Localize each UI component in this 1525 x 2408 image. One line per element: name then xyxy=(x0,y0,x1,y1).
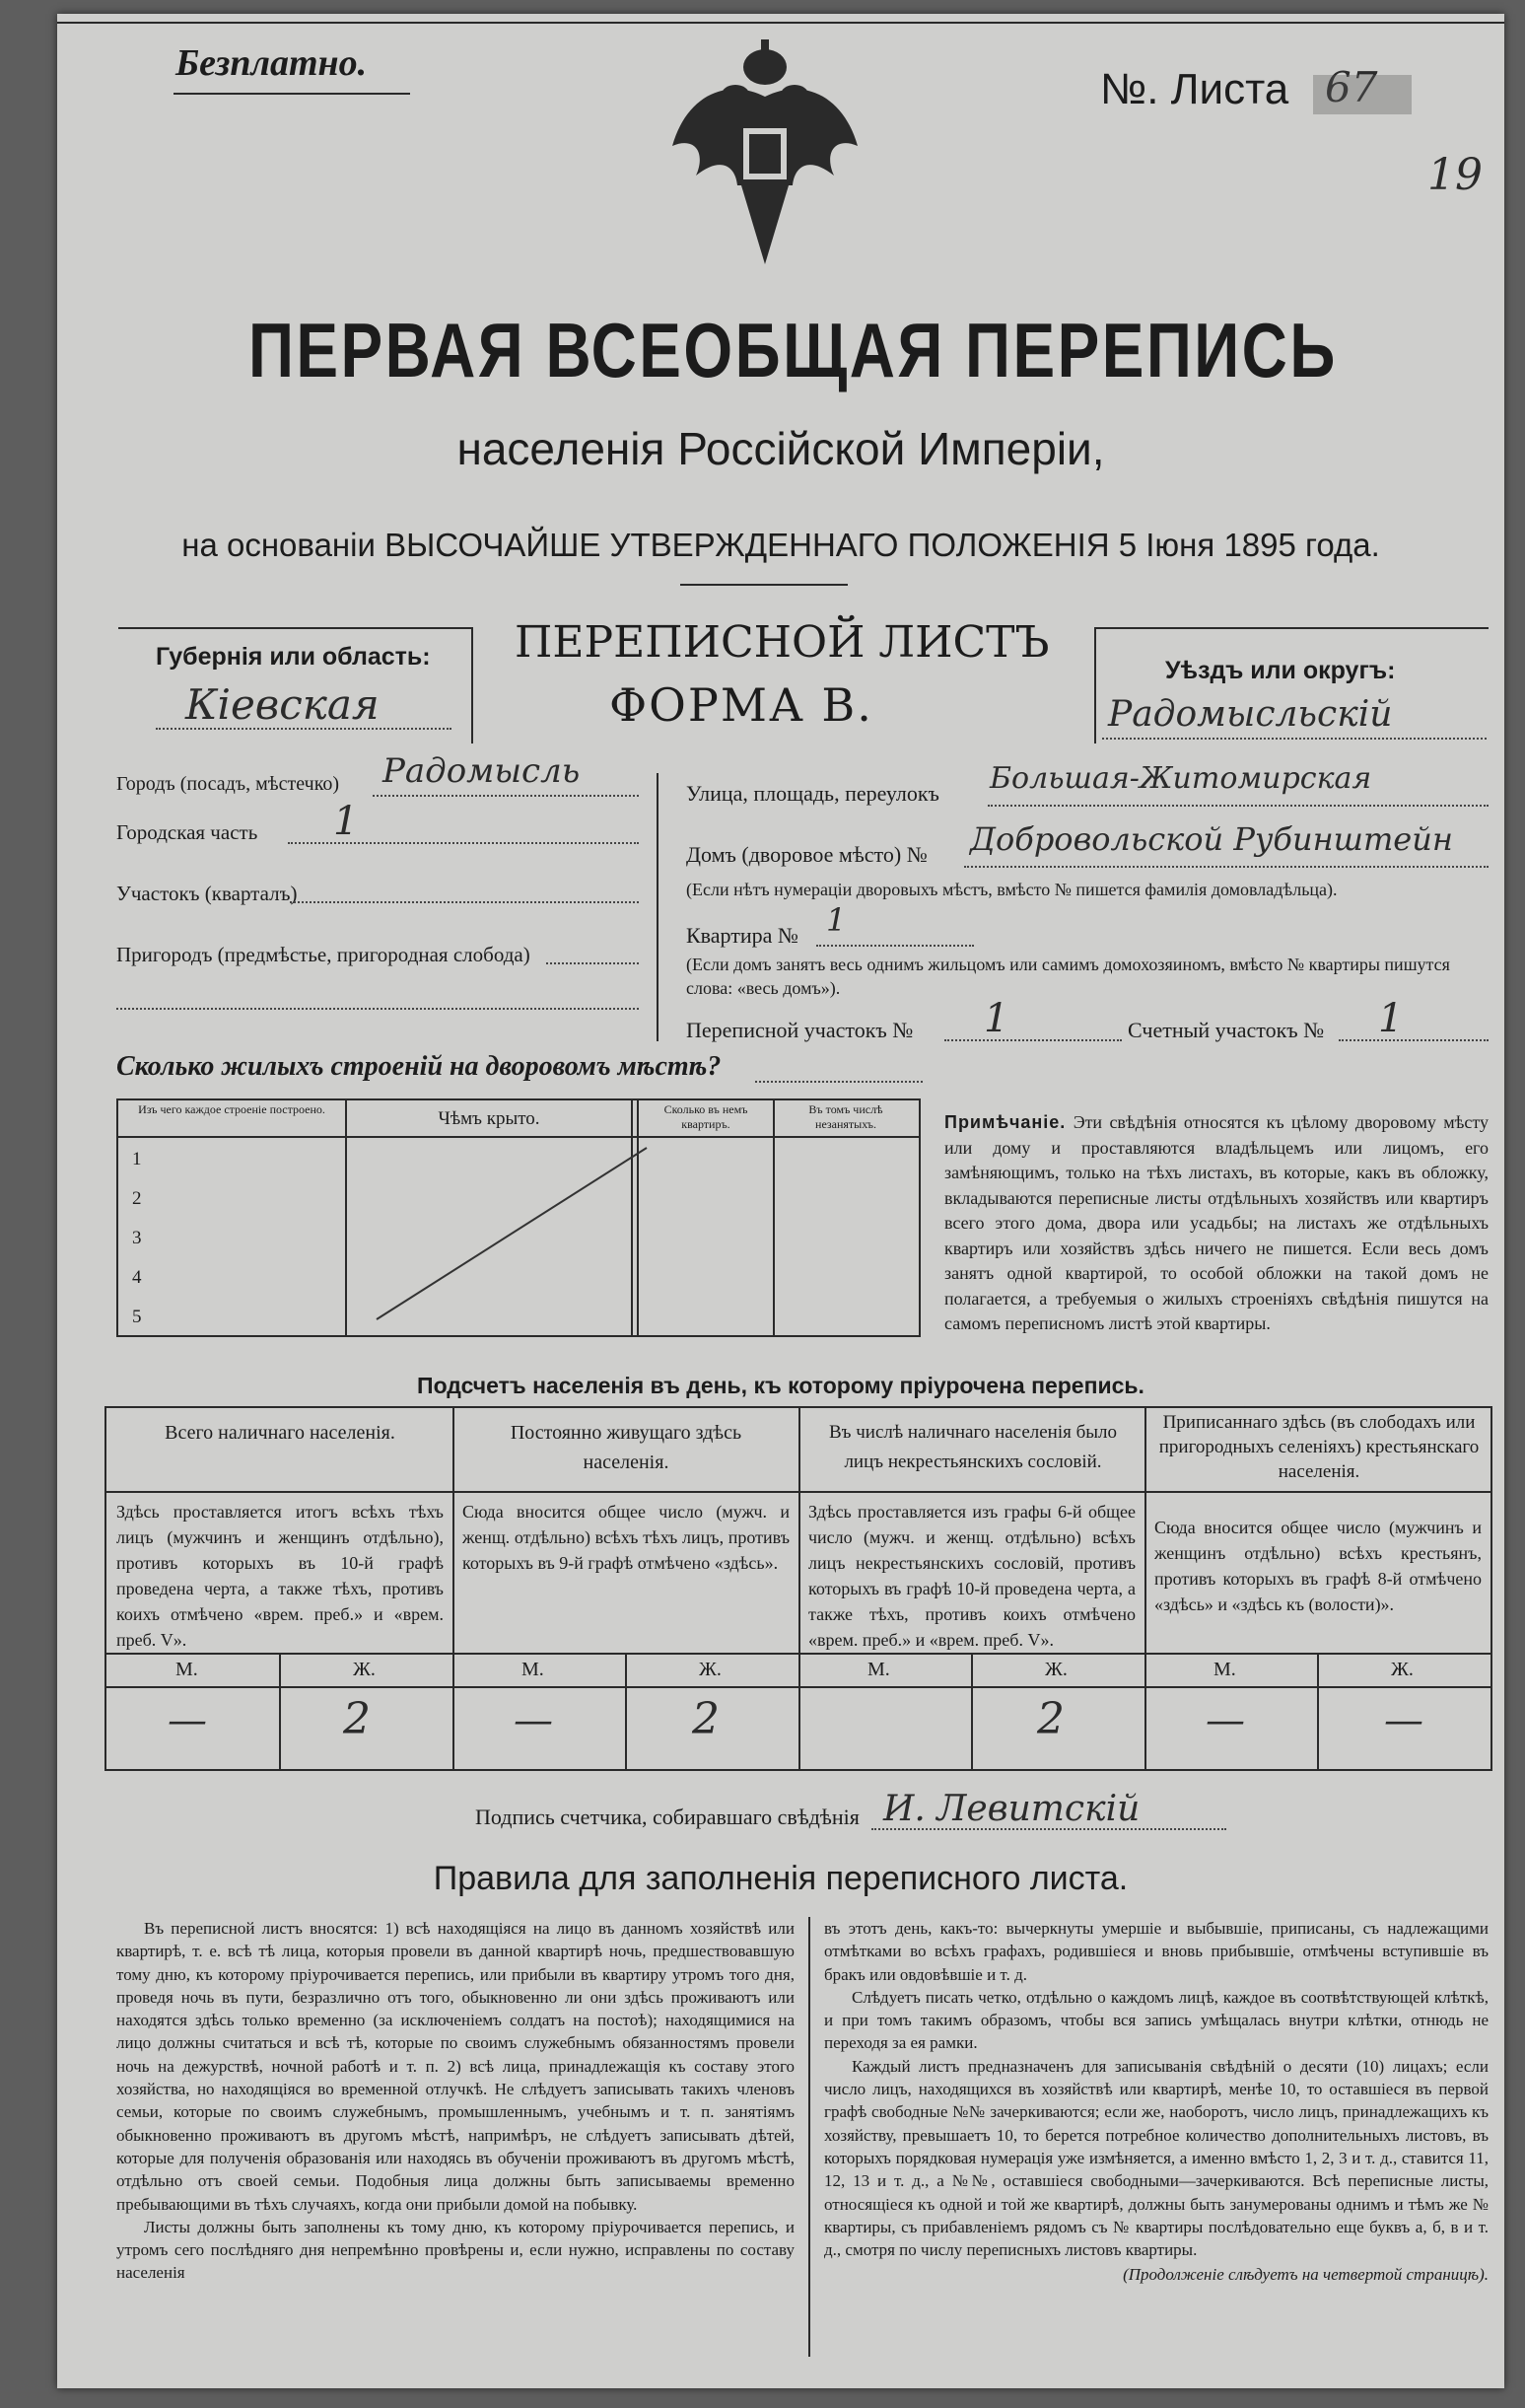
population-col1-male-label: М. xyxy=(175,1659,198,1680)
province-label: Губернія или область: xyxy=(156,643,431,671)
buildings-question: Сколько жилыхъ строеній на дворовомъ мѣстѣ? xyxy=(116,1051,722,1082)
count-area-label: Счетный участокъ № xyxy=(1128,1018,1325,1042)
population-col-line-2 xyxy=(798,1408,800,1769)
census-form-sheet xyxy=(57,14,1504,2388)
province-value: Кіевская xyxy=(185,680,380,729)
rules-right-paragraph-1: въ этотъ день, какъ-то: вычеркнуты умершіе и выбывшіе, приписаны, съ надлежащими отмѣтками во всѣхъ графахъ, родившіеся и вновь прибывшіе, отмѣчены вступившіе въ бракъ или овдовѣвшіе и т. д. xyxy=(824,1919,1489,1984)
province-box-top xyxy=(118,627,473,629)
population-col1-female-label: Ж. xyxy=(353,1659,376,1680)
city-part-label: Городская часть xyxy=(116,820,258,844)
buildings-strike-line xyxy=(118,1100,919,1335)
main-subtitle: населенія Россійской Имперіи, xyxy=(456,423,1105,474)
population-col3-male-label: М. xyxy=(867,1659,890,1680)
population-col-line-3 xyxy=(1144,1408,1146,1769)
district-value: Радомысльскій xyxy=(1108,694,1393,735)
note-label: Примѣчаніе. xyxy=(944,1112,1067,1132)
population-col4-title: Приписаннаго здѣсь (въ слободахъ или пригородныхъ селеніяхъ) крестьянскаго населенія. xyxy=(1158,1412,1480,1482)
population-title-line xyxy=(106,1491,1490,1493)
rules-left-column xyxy=(116,1917,795,2285)
census-area-value: 1 xyxy=(984,996,1009,1041)
population-col4-female-label: Ж. xyxy=(1391,1659,1414,1680)
sheet-number-label: №. Листа xyxy=(1100,65,1289,113)
city-dotted-line xyxy=(373,795,639,797)
signature-dotted-line xyxy=(871,1828,1226,1830)
buildings-row-3: 3 xyxy=(132,1228,142,1248)
rules-left-paragraph-2: Листы должны быть заполнены къ тому дню, къ которому пріурочивается перепись, и утромъ сего послѣдняго дня непремѣнно провѣрены и, если нужно, исправлены по составу населенія xyxy=(116,2217,795,2283)
street-dotted-line xyxy=(988,805,1489,807)
district-label: Уѣздъ или округъ: xyxy=(1165,657,1396,684)
basis-line: на основаніи ВЫСОЧАЙШЕ УТВЕРЖДЕННАГО ПОЛОЖЕНІЯ 5 Іюня 1895 года. xyxy=(181,527,1380,563)
buildings-row-4: 4 xyxy=(132,1267,142,1288)
population-col1-title: Всего наличнаго населенія. xyxy=(165,1422,395,1444)
apartment-dotted-line xyxy=(816,945,974,947)
population-col2-female-value: 2 xyxy=(692,1694,720,1744)
buildings-row-1: 1 xyxy=(132,1149,142,1169)
main-title: ПЕРВАЯ ВСЕОБЩАЯ ПЕРЕПИСЬ xyxy=(248,307,1338,393)
house-label: Домъ (дворовое мѣсто) № xyxy=(686,842,928,867)
population-col4-male-value: — xyxy=(1206,1698,1245,1743)
population-col3-female-value: 2 xyxy=(1037,1694,1065,1744)
rules-right-column xyxy=(824,1917,1489,2287)
note-block xyxy=(944,1110,1489,1337)
house-dotted-line xyxy=(964,866,1489,868)
population-col1-female-value: 2 xyxy=(343,1694,371,1744)
street-label: Улица, площадь, переулокъ xyxy=(686,781,939,806)
population-col2-male-value: — xyxy=(514,1698,553,1743)
population-desc-line xyxy=(106,1653,1490,1655)
population-mf-line xyxy=(106,1686,1490,1688)
rules-left-paragraph-1: Въ переписной листъ вносятся: 1) всѣ находящіяся на лицо въ данномъ хозяйствѣ или квартирѣ, т. е. всѣ тѣ лица, которыя провели въ данной квартирѣ ночь, предшествовавшую тому дню, къ которому пріурочивается перепись, или прибыли въ квартиру утромъ того дня, проведя ночь въ пути, безразлично отъ того, обыкновенно ли они здѣсь проживаютъ или находятся здѣсь только временно (за исключеніемъ солдатъ на постоѣ); находящимися на лицо должны считаться и всѣ тѣ, которые по своимъ служебнымъ обязанностямъ провели ночь на дежурствѣ, ночной работѣ и т. п. 2) всѣ лица, принадлежащія къ составу этого хозяйства, но находящіяся во временной отлучкѣ. Не слѣдуетъ записывать такихъ членовъ семьи, которые по своимъ служебнымъ, промышленнымъ, учебнымъ и т. п. занятіямъ обыкновенно проживаютъ въ другомъ мѣстѣ, напримѣръ, не слѣдуетъ записывать дѣтей, которые для полученія образованія или находясь въ обученіи проживаютъ въ другомъ мѣстѣ, отдѣльно отъ своей семьи. Подобныя лица должны быть записываемы временно пребывающими въ тѣхъ случаяхъ, когда они прибыли домой на побывку. xyxy=(116,1919,795,2214)
signature-value: И. Левитскій xyxy=(883,1789,1141,1829)
buildings-table xyxy=(116,1098,921,1337)
rules-right-paragraph-2: Слѣдуетъ писать четко, отдѣльно о каждомъ лицѣ, каждое въ соотвѣтствующей клѣткѣ, и при томъ такимъ образомъ, чтобы вся запись умѣщалась внутри клѣтки, отнюдь не переходя за ея рамки. xyxy=(824,1987,1489,2053)
corner-mark: 19 xyxy=(1427,150,1483,200)
basis-underline xyxy=(680,584,848,586)
census-area-label: Переписной участокъ № xyxy=(686,1018,914,1042)
suburb-dotted-line xyxy=(546,962,639,964)
population-col2-male-label: М. xyxy=(521,1659,544,1680)
sheet-number-box xyxy=(1313,75,1412,114)
city-value: Радомысль xyxy=(382,751,581,791)
buildings-col-roof: Чѣмъ крыто. xyxy=(438,1108,540,1129)
note-text: Эти свѣдѣнія относятся къ цѣлому дворовому мѣсту или дому и проставляются владѣльцемъ или лицомъ, его замѣняющимъ, только на тѣхъ листахъ, въ которые, какъ въ обложку, вкладываются переписные листы отдѣльныхъ хозяйствъ или квартиръ всего этого дома, двора или усадьбы; на листахъ же отдѣльныхъ квартиръ или хозяйствъ здѣсь ничего не пишется. Если весь домъ занятъ одной квартирой, то особой обложки на такой домъ не полагается, а требуемыя о жилыхъ строеніяхъ свѣдѣнія пишутся на самомъ переписномъ листѣ этой квартиры. xyxy=(944,1112,1489,1333)
population-col1-male-value: — xyxy=(168,1698,207,1743)
rules-heading: Правила для заполненія переписного листа. xyxy=(433,1860,1129,1897)
apartment-value: 1 xyxy=(826,901,847,939)
population-col3-title: Въ числѣ наличнаго населенія было лицъ некрестьянскихъ сословій. xyxy=(828,1422,1118,1472)
form-name: ФОРМА В. xyxy=(609,678,873,732)
form-title: ПЕРЕПИСНОЙ ЛИСТЪ xyxy=(515,617,1050,668)
count-area-dotted-line xyxy=(1339,1039,1489,1041)
house-value: Добровольской Рубинштейн xyxy=(970,820,1453,858)
population-mf-split-4 xyxy=(1317,1653,1319,1769)
apartment-label: Квартира № xyxy=(686,923,798,948)
rules-continued-note: (Продолженіе слѣдуетъ на четвертой страницѣ). xyxy=(1123,2265,1489,2285)
imperial-eagle-emblem xyxy=(666,37,864,274)
population-col2-title: Постоянно живущаго здѣсь населенія. xyxy=(510,1422,742,1473)
census-area-dotted-line xyxy=(944,1039,1122,1041)
population-mf-split-1 xyxy=(279,1653,281,1769)
signature-label: Подпись счетчика, собиравшаго свѣдѣнія xyxy=(475,1805,860,1829)
top-rule xyxy=(57,22,1504,24)
suburb-dotted-line-2 xyxy=(116,1008,639,1010)
population-col2-desc: Сюда вносится общее число (мужч. и женщ. отдѣльно) всѣхъ тѣхъ лицъ, противъ которыхъ въ 9-й графѣ отмѣчено «здѣсь». xyxy=(462,1502,790,1573)
population-col4-female-value: — xyxy=(1384,1698,1423,1743)
rules-column-divider xyxy=(808,1917,810,2357)
buildings-answer-dotted-line xyxy=(755,1081,923,1083)
rules-right-paragraph-3: Каждый листъ предназначенъ для записыванія свѣдѣній о десяти (10) лицахъ; если число лицъ, находящихся въ хозяйствѣ или квартирѣ, менѣе 10, то оставшіеся въ первой графѣ свободные №№ зачеркиваются; если же, наоборотъ, число лицъ, принадлежащихъ къ хозяйству, превышаетъ 10, то берется потребное количество дополнительныхъ листовъ, въ которыхъ порядковая нумерація уже измѣняется, а именно вмѣсто 1, 2, 3 и т. д., ставится 11, 12, 13 и т. д., а №№, оставшіеся свободными—зачеркиваются. Всѣ переписные листы, относящіеся къ одной и той же квартирѣ, должны быть занумерованы однимъ и тѣмъ же № квартиры, съ прибавленіемъ рядомъ съ № квартиры послѣдовательно еще буквъ а, б, в и т. д., смотря по числу переписныхъ листовъ квартиры. xyxy=(824,2056,1489,2260)
free-underline xyxy=(173,93,410,95)
buildings-col-apartments: Сколько въ немъ квартиръ. xyxy=(663,1102,748,1131)
district-box-left xyxy=(1094,627,1096,744)
population-col2-female-label: Ж. xyxy=(699,1659,722,1680)
sheet-number-value: 67 xyxy=(1325,63,1378,111)
district-dotted-line xyxy=(1102,738,1487,740)
buildings-col-vacant: Въ томъ числѣ незанятыхъ. xyxy=(808,1102,883,1131)
population-col3-desc: Здѣсь проставляется изъ графы 6-й общее число (мужч. и женщ. отдѣльно) всѣхъ лицъ некрестьянскихъ сословій, противъ которыхъ въ графѣ 10-й проведена черта, а также тѣхъ, противъ коихъ отмѣчено «врем. преб.» и «врем. преб. V». xyxy=(808,1502,1136,1650)
population-col4-desc: Сюда вносится общее число (мужчинъ и женщинъ отдѣльно) всѣхъ крестьянъ, противъ которыхъ въ графѣ 8-й отмѣчено «здѣсь» и «здѣсь къ (волости)». xyxy=(1154,1518,1482,1614)
population-col1-desc: Здѣсь проставляется итогъ всѣхъ тѣхъ лицъ (мужчинъ и женщинъ отдѣльно), противъ которыхъ въ 10-й графѣ проведена черта, а также тѣхъ, противъ коихъ отмѣчено «врем. преб.» и «врем. преб. V». xyxy=(116,1502,444,1650)
city-part-value: 1 xyxy=(333,799,359,844)
buildings-row-5: 5 xyxy=(132,1307,142,1327)
precinct-dotted-line xyxy=(290,901,639,903)
population-table xyxy=(104,1406,1492,1771)
district-box-top xyxy=(1094,627,1489,629)
province-dotted-line xyxy=(156,728,451,730)
buildings-col-material: Изъ чего каждое строеніе построено. xyxy=(138,1102,325,1116)
free-label: Безплатно. xyxy=(175,42,368,84)
population-heading: Подсчетъ населенія въ день, къ которому пріурочена перепись. xyxy=(417,1373,1144,1398)
precinct-label: Участокъ (кварталъ) xyxy=(116,882,298,905)
province-box-right xyxy=(471,627,473,744)
location-divider xyxy=(657,773,659,1041)
count-area-value: 1 xyxy=(1378,996,1404,1041)
population-mf-split-2 xyxy=(625,1653,627,1769)
population-mf-split-3 xyxy=(971,1653,973,1769)
population-col4-male-label: М. xyxy=(1213,1659,1236,1680)
street-value: Большая-Житомирская xyxy=(990,761,1372,796)
apartment-note: (Если домъ занятъ весь однимъ жильцомъ или самимъ домохозяиномъ, вмѣсто № квартиры пишутся слова: «весь домъ»). xyxy=(686,955,1450,998)
buildings-row-2: 2 xyxy=(132,1188,142,1209)
city-part-dotted-line xyxy=(288,842,639,844)
suburb-label: Пригородъ (предмѣстье, пригородная слобода) xyxy=(116,943,530,966)
city-label: Городъ (посадъ, мѣстечко) xyxy=(116,773,340,795)
house-note: (Если нѣтъ нумераціи дворовыхъ мѣстъ, вмѣсто № пишется фамилія домовладѣльца). xyxy=(686,880,1338,899)
population-col3-female-label: Ж. xyxy=(1045,1659,1068,1680)
population-col-line-1 xyxy=(452,1408,454,1769)
